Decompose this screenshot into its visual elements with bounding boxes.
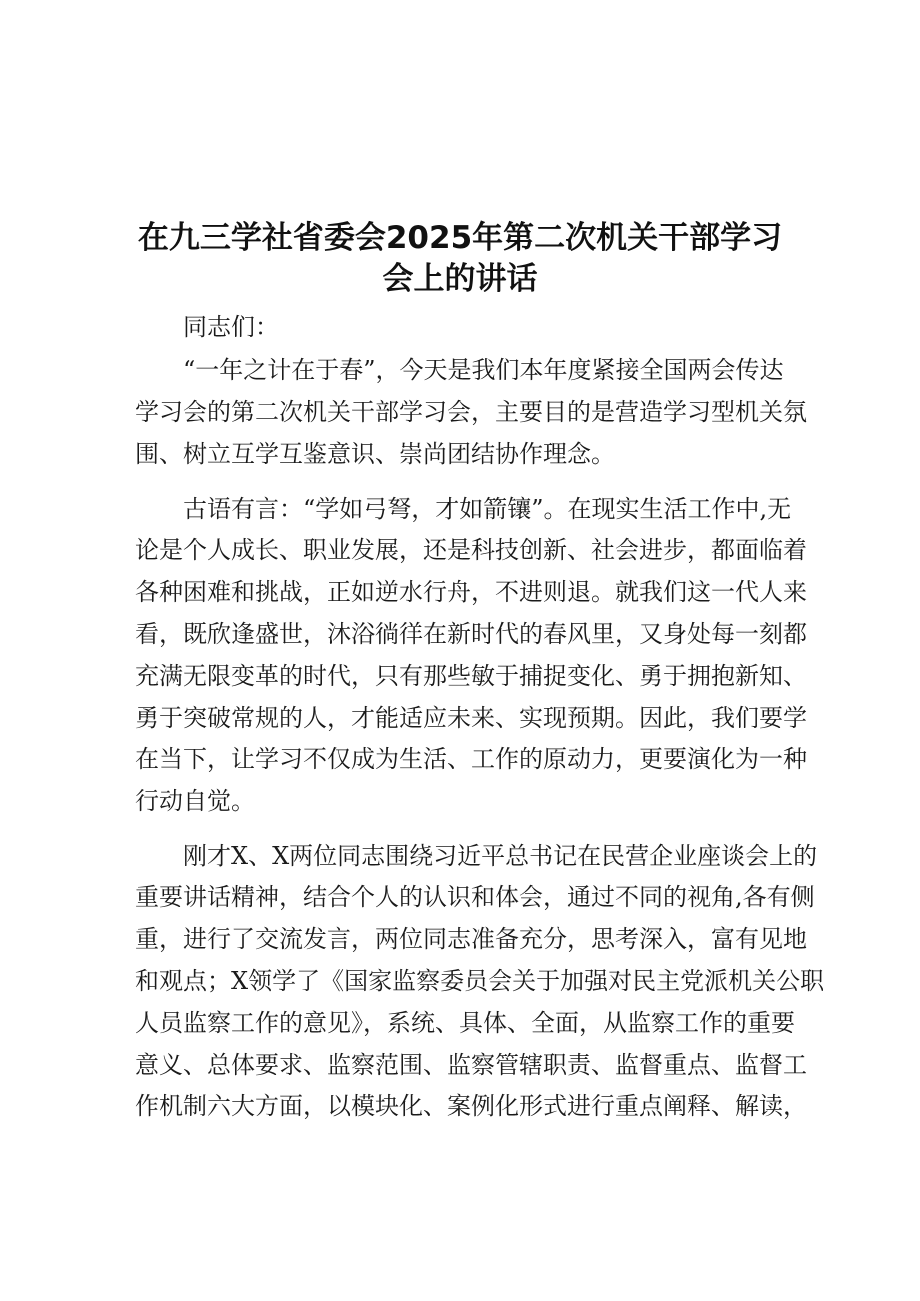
- paragraph-line: 在当下，让学习不仅成为生活、工作的原动力，更要演化为一种: [135, 745, 807, 773]
- document-title-line-1: 在九三学社省委会2025年第二次机关干部学习: [137, 220, 783, 256]
- paragraph-line: 和观点；X领学了《国家监察委员会关于加强对民主党派机关公职: [135, 967, 825, 995]
- paragraph-line: 看，既欣逢盛世，沐浴徜徉在新时代的春风里，又身处每一刻都: [135, 620, 807, 648]
- paragraph-line: 作机制六大方面，以模块化、案例化形式进行重点阐释、解读，: [135, 1092, 807, 1120]
- paragraph-line: 学习会的第二次机关干部学习会，主要目的是营造学习型机关氛: [135, 398, 807, 426]
- paragraph-line: 各种困难和挑战，正如逆水行舟，不进则退。就我们这一代人来: [135, 578, 807, 606]
- paragraph-line: 论是个人成长、职业发展，还是科技创新、社会进步，都面临着: [135, 536, 807, 564]
- paragraph-line: 围、树立互学互鉴意识、崇尚团结协作理念。: [135, 440, 615, 468]
- salutation: 同志们：: [183, 313, 279, 341]
- paragraph-line: 重，进行了交流发言，两位同志准备充分，思考深入，富有见地: [135, 925, 807, 953]
- document-title-line-2: 会上的讲话: [382, 261, 538, 297]
- paragraph-line: 行动自觉。: [135, 787, 255, 815]
- paragraph-line: 勇于突破常规的人，才能适应未来、实现预期。因此，我们要学: [135, 704, 807, 732]
- paragraph-line: 重要讲话精神，结合个人的认识和体会，通过不同的视角,各有侧: [135, 883, 815, 911]
- paragraph-line: “一年之计在于春”，今天是我们本年度紧接全国两会传达: [183, 356, 784, 384]
- paragraph-line: 古语有言：“学如弓弩，才如箭镶”。在现实生活工作中,无: [183, 495, 792, 523]
- paragraph-line: 充满无限变革的时代，只有那些敏于捕捉变化、勇于拥抱新知、: [135, 662, 807, 690]
- paragraph-line: 刚才X、X两位同志围绕习近平总书记在民营企业座谈会上的: [183, 842, 818, 870]
- paragraph-line: 意义、总体要求、监察范围、监察管辖职责、监督重点、监督工: [135, 1051, 807, 1079]
- paragraph-line: 人员监察工作的意见》，系统、具体、全面，从监察工作的重要: [135, 1009, 795, 1037]
